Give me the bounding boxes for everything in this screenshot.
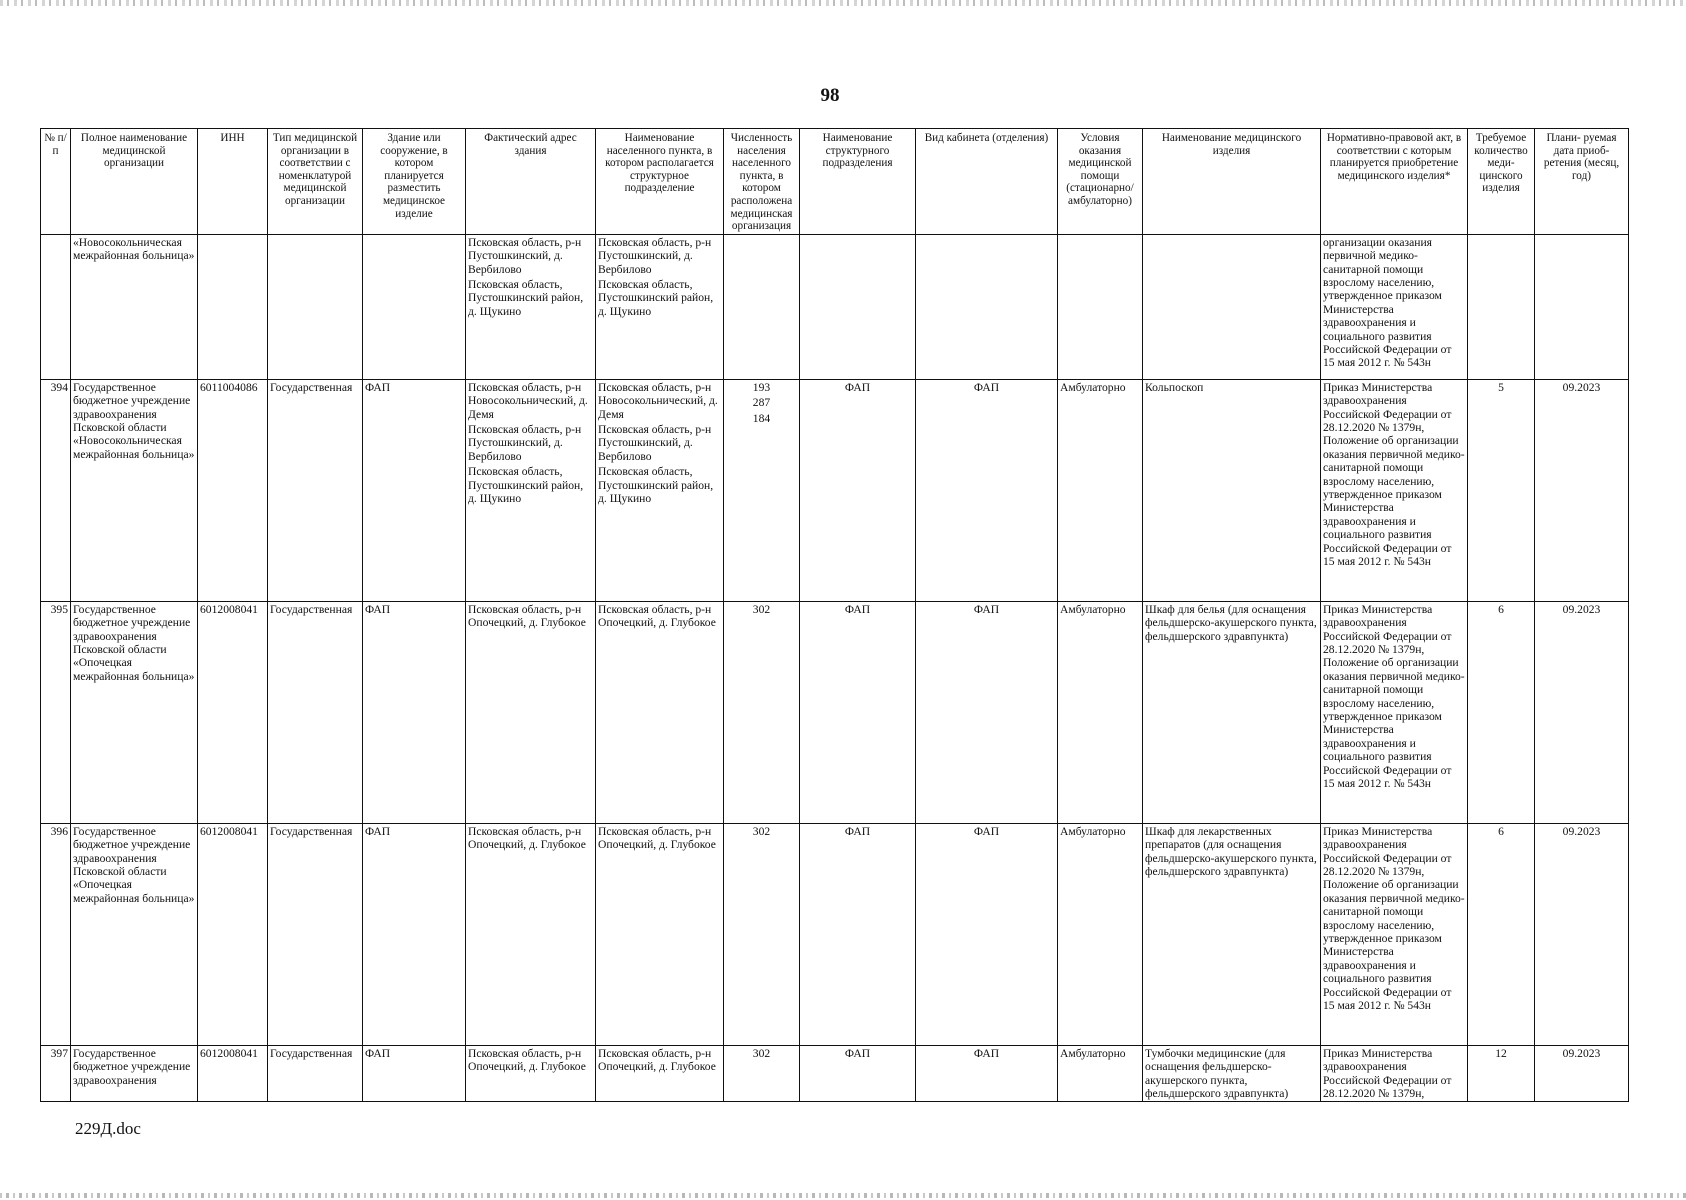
cell-date: 09.2023 [1535,823,1629,1045]
settlement-line: Псковская область, Пустошкинский район, д. Щукино [598,465,714,505]
cell-qty: 6 [1468,823,1535,1045]
cell-date: 09.2023 [1535,379,1629,601]
footer-filename: 229Д.doc [75,1119,141,1138]
cell-building: ФАП [363,379,466,601]
cell-unit: ФАП [800,379,916,601]
address-line: Псковская область, Пустошкинский район, д. Щукино [468,277,584,318]
cell-conditions: Амбулаторно [1058,1045,1143,1102]
equipment-register-table [40,128,1629,1102]
table-row [41,379,1629,601]
cell-address [466,601,596,823]
cell-address [466,379,596,601]
cell-settlement [596,1045,724,1102]
cell-act: организации оказания первичной медико-санитарной помощи взрослому населению, утвержденное приказом Министерства здравоохранения и социального развития Российской Федерации от 15 мая 2012 г. № 543н [1321,234,1468,379]
col-header: Нормативно-правовой акт, в соответствии с которым планируется приобретение медицинского изделия* [1321,129,1468,235]
col-header: Численность населения населенного пункта, в котором расположена медицинская организация [724,129,800,235]
cell-act: Приказ Министерства здравоохранения Российской Федерации от 28.12.2020 № 1379н, Положение об организации оказания первичной медико-санитарной помощи взрослому населению, утвержденное приказом Министерства здравоохранения и социального развития Российской Федерации от 15 мая 2012 г. № 543н [1321,601,1468,823]
col-header: Вид кабинета (отделения) [916,129,1058,235]
cell-date: 09.2023 [1535,1045,1629,1102]
cell-building: ФАП [363,823,466,1045]
cell-population [724,601,800,823]
header-row [41,129,1629,235]
settlement-line: Псковская область, р-н Опочецкий, д. Глубокое [598,824,716,852]
population-value: 302 [752,824,771,838]
settlement-line: Псковская область, р-н Новосокольнический, д. Демя [598,380,718,421]
cell-settlement [596,234,724,379]
cell-act: Приказ Министерства здравоохранения Российской Федерации от 28.12.2020 № 1379н, Положение об организации оказания первичной медико-санитарной помощи взрослому населению, утвержденное приказом Министерства здравоохранения и социального развития Российской Федерации от 15 мая 2012 г. № 543н [1321,823,1468,1045]
table-row [41,1045,1629,1102]
cell-cabinet: ФАП [916,601,1058,823]
population-value: 287 [752,396,771,410]
col-header: Условия оказания медицинской помощи (стационарно/ амбулаторно) [1058,129,1143,235]
cell-conditions: Амбулаторно [1058,823,1143,1045]
population-value: 184 [752,411,771,425]
cell-qty: 5 [1468,379,1535,601]
cell-inn: 6012008041 [198,823,268,1045]
cell-inn: 6012008041 [198,601,268,823]
cell-act: Приказ Министерства здравоохранения Российской Федерации от 28.12.2020 № 1379н, Положение об организации оказания первичной медико-санитарной помощи взрослому населению, утвержденное приказом Министерства здравоохранения и социального развития Российской Федерации от 15 мая 2012 г. № 543н [1321,379,1468,601]
address-line: Псковская область, р-н Опочецкий, д. Глубокое [468,602,586,630]
settlement-line: Псковская область, Пустошкинский район, д. Щукино [598,277,714,318]
cell-act: Приказ Министерства здравоохранения Российской Федерации от 28.12.2020 № 1379н, [1321,1045,1468,1102]
address-line: Псковская область, р-н Опочецкий, д. Глубокое [468,824,586,852]
col-header: Плани- руемая дата приоб- ретения (месяц, год) [1535,129,1629,235]
col-header: Требуемое количество меди- цинского изделия [1468,129,1535,235]
population-value: 193 [752,380,771,394]
cell-org: Государственное бюджетное учреждение здравоохранения Псковской области «Опочецкая межрайонная больница» [71,823,198,1045]
cell-cabinet: ФАП [916,379,1058,601]
page-number: 98 [820,85,840,106]
col-header: Наименование медицинского изделия [1143,129,1321,235]
cell-org: Государственное бюджетное учреждение здравоохранения [71,1045,198,1102]
table-row [41,823,1629,1045]
cell-org: «Новосокольническая межрайонная больница» [71,234,198,379]
col-header: Наименование структурного подразделения [800,129,916,235]
table-row-continuation [41,234,1629,379]
address-line: Псковская область, Пустошкинский район, д. Щукино [468,465,584,505]
cell-org: Государственное бюджетное учреждение здравоохранения Псковской области «Опочецкая межрайонная больница» [71,601,198,823]
cell-address [466,234,596,379]
cell-type: Государственная [268,823,363,1045]
cell-building: ФАП [363,1045,466,1102]
cell-unit: ФАП [800,601,916,823]
cell-num: 395 [41,601,71,823]
table-row [41,601,1629,823]
cell-qty: 12 [1468,1045,1535,1102]
address-line: Псковская область, р-н Пустошкинский, д. Вербилово [468,422,582,463]
scan-edge-top [0,0,1686,6]
cell-settlement [596,601,724,823]
address-line: Псковская область, р-н Пустошкинский, д. Вербилово [468,235,582,276]
cell-building: ФАП [363,601,466,823]
cell-type: Государственная [268,1045,363,1102]
cell-conditions: Амбулаторно [1058,379,1143,601]
cell-device: Кольпоскоп [1143,379,1321,601]
col-header: Здание или сооружение, в котором планируется разместить медицинское изделие [363,129,466,235]
col-header: Тип медицинской организации в соответствии с номенклатурой медицинской организации [268,129,363,235]
settlement-line: Псковская область, р-н Опочецкий, д. Глубокое [598,602,716,630]
cell-num: 394 [41,379,71,601]
population-value: 302 [752,602,771,616]
settlement-line: Псковская область, р-н Пустошкинский, д. Вербилово [598,235,712,276]
cell-device: Шкаф для лекарственных препаратов (для оснащения фельдшерско-акушерского пункта, фельдшерского здравпункта) [1143,823,1321,1045]
address-line: Псковская область, р-н Новосокольнический, д. Демя [468,380,588,421]
cell-settlement [596,379,724,601]
cell-type: Государственная [268,379,363,601]
cell-qty: 6 [1468,601,1535,823]
cell-population [724,379,800,601]
settlement-line: Псковская область, р-н Пустошкинский, д. Вербилово [598,422,712,463]
cell-unit: ФАП [800,823,916,1045]
address-line: Псковская область, р-н Опочецкий, д. Глубокое [468,1046,586,1074]
cell-num: 397 [41,1045,71,1102]
col-header: Фактический адрес здания [466,129,596,235]
settlement-line: Псковская область, р-н Опочецкий, д. Глубокое [598,1046,716,1074]
cell-date: 09.2023 [1535,601,1629,823]
col-header: Полное наименование медицинской организации [71,129,198,235]
cell-org: Государственное бюджетное учреждение здравоохранения Псковской области «Новосокольническая межрайонная больница» [71,379,198,601]
cell-inn: 6012008041 [198,1045,268,1102]
cell-unit: ФАП [800,1045,916,1102]
cell-inn: 6011004086 [198,379,268,601]
cell-type: Государственная [268,601,363,823]
cell-cabinet: ФАП [916,1045,1058,1102]
cell-address [466,1045,596,1102]
cell-population [724,1045,800,1102]
col-header: Наименование населенного пункта, в котором располагается структурное подразделение [596,129,724,235]
cell-device: Шкаф для белья (для оснащения фельдшерско-акушерского пункта, фельдшерского здравпункта) [1143,601,1321,823]
scan-edge-bottom [0,1193,1686,1198]
cell-population [724,823,800,1045]
cell-device: Тумбочки медицинские (для оснащения фельдшерско-акушерского пункта, фельдшерского здравпункта) [1143,1045,1321,1102]
col-header: ИНН [198,129,268,235]
cell-num: 396 [41,823,71,1045]
col-header: № п/п [41,129,71,235]
cell-cabinet: ФАП [916,823,1058,1045]
population-value: 302 [752,1046,771,1060]
cell-settlement [596,823,724,1045]
cell-address [466,823,596,1045]
cell-conditions: Амбулаторно [1058,601,1143,823]
